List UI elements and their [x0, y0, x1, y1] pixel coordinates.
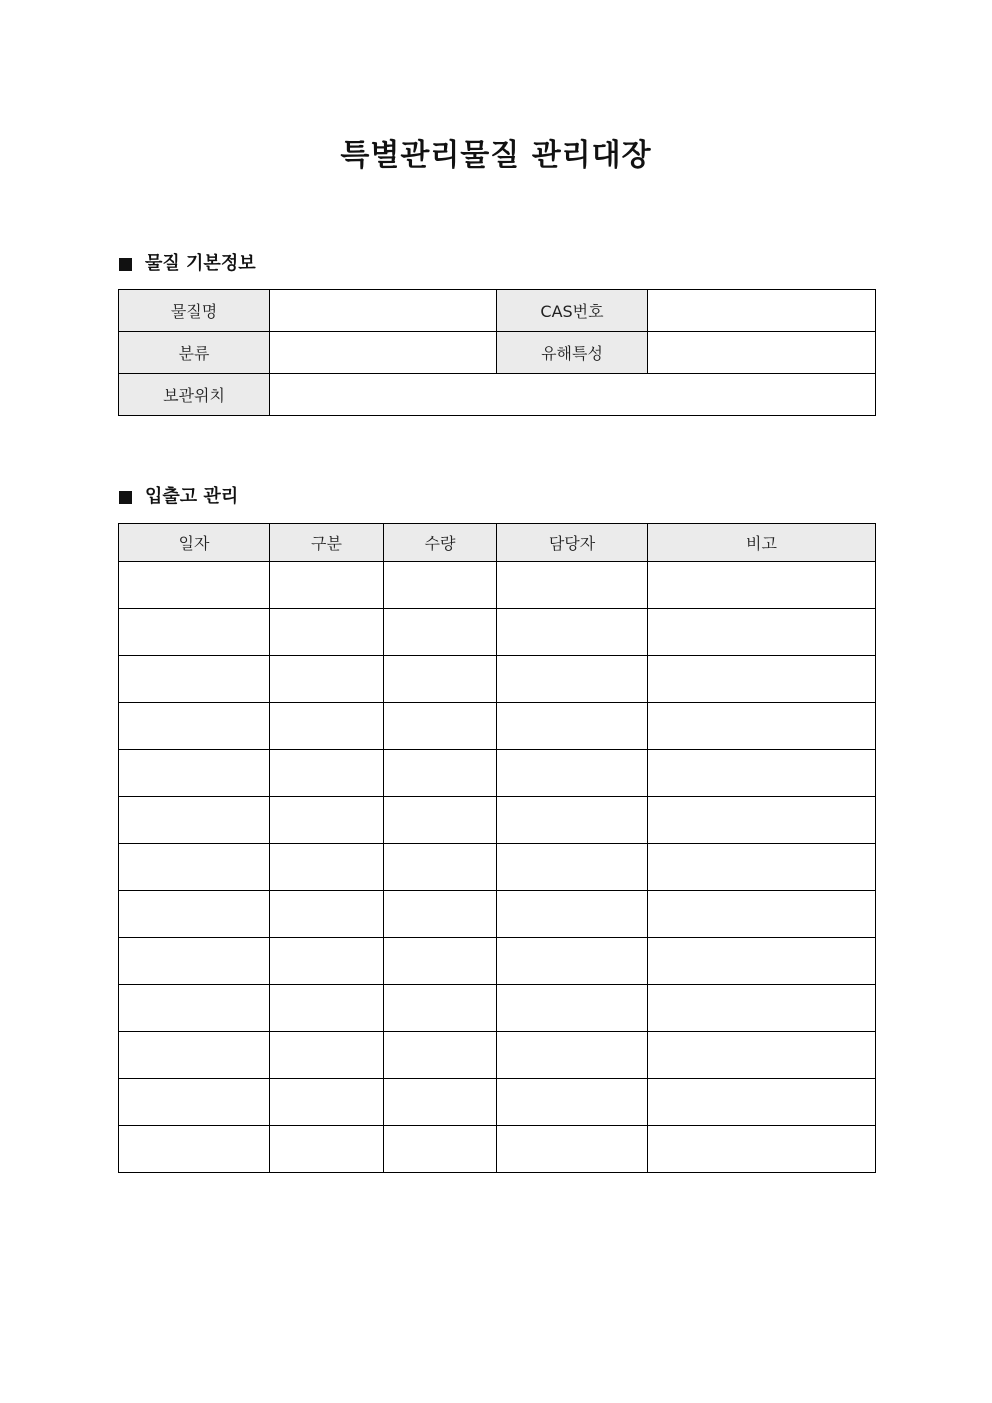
manager-cell[interactable] — [497, 562, 648, 609]
section-heading-inout — [119, 485, 238, 509]
table-row — [119, 938, 876, 985]
type-cell[interactable] — [270, 750, 384, 797]
section-heading-label: 입출고 관리 — [145, 486, 239, 507]
date-cell[interactable] — [119, 797, 270, 844]
quantity-cell[interactable] — [384, 656, 497, 703]
date-cell[interactable] — [119, 656, 270, 703]
label-classification: 분류 — [119, 332, 270, 374]
section-heading-basic-info — [119, 252, 256, 276]
quantity-cell[interactable] — [384, 938, 497, 985]
remarks-cell[interactable] — [648, 562, 876, 609]
type-cell[interactable] — [270, 891, 384, 938]
date-cell[interactable] — [119, 844, 270, 891]
manager-cell[interactable] — [497, 938, 648, 985]
type-cell[interactable] — [270, 1126, 384, 1173]
remarks-cell[interactable] — [648, 985, 876, 1032]
type-cell[interactable] — [270, 938, 384, 985]
inout-table-body — [119, 562, 876, 1173]
type-cell[interactable] — [270, 703, 384, 750]
quantity-cell[interactable] — [384, 1126, 497, 1173]
quantity-cell[interactable] — [384, 750, 497, 797]
date-cell[interactable] — [119, 562, 270, 609]
inout-table — [118, 523, 876, 1173]
table-row — [119, 332, 876, 374]
manager-cell[interactable] — [497, 1032, 648, 1079]
table-row — [119, 750, 876, 797]
table-row — [119, 374, 876, 416]
table-row — [119, 656, 876, 703]
type-cell[interactable] — [270, 985, 384, 1032]
date-cell[interactable] — [119, 1032, 270, 1079]
table-row — [119, 797, 876, 844]
remarks-cell[interactable] — [648, 1032, 876, 1079]
type-cell[interactable] — [270, 844, 384, 891]
manager-cell[interactable] — [497, 1126, 648, 1173]
manager-cell[interactable] — [497, 750, 648, 797]
manager-cell[interactable] — [497, 985, 648, 1032]
manager-cell[interactable] — [497, 797, 648, 844]
basic-info-table — [118, 289, 876, 416]
type-cell[interactable] — [270, 609, 384, 656]
remarks-cell[interactable] — [648, 938, 876, 985]
column-header-manager: 담당자 — [497, 524, 648, 562]
date-cell[interactable] — [119, 1079, 270, 1126]
date-cell[interactable] — [119, 938, 270, 985]
column-header-type: 구분 — [270, 524, 384, 562]
manager-cell[interactable] — [497, 656, 648, 703]
quantity-cell[interactable] — [384, 609, 497, 656]
quantity-cell[interactable] — [384, 891, 497, 938]
remarks-cell[interactable] — [648, 1126, 876, 1173]
square-bullet-icon — [119, 491, 132, 504]
cas-number-field[interactable] — [648, 290, 876, 332]
quantity-cell[interactable] — [384, 1032, 497, 1079]
remarks-cell[interactable] — [648, 750, 876, 797]
table-row — [119, 290, 876, 332]
manager-cell[interactable] — [497, 891, 648, 938]
quantity-cell[interactable] — [384, 1079, 497, 1126]
table-row — [119, 1079, 876, 1126]
table-row — [119, 703, 876, 750]
table-header-row — [119, 524, 876, 562]
quantity-cell[interactable] — [384, 562, 497, 609]
date-cell[interactable] — [119, 891, 270, 938]
date-cell[interactable] — [119, 703, 270, 750]
manager-cell[interactable] — [497, 844, 648, 891]
date-cell[interactable] — [119, 985, 270, 1032]
manager-cell[interactable] — [497, 703, 648, 750]
date-cell[interactable] — [119, 750, 270, 797]
section-heading-label: 물질 기본정보 — [145, 253, 256, 274]
quantity-cell[interactable] — [384, 703, 497, 750]
table-row — [119, 609, 876, 656]
table-row — [119, 562, 876, 609]
substance-name-field[interactable] — [270, 290, 497, 332]
hazard-property-field[interactable] — [648, 332, 876, 374]
remarks-cell[interactable] — [648, 797, 876, 844]
square-bullet-icon — [119, 258, 132, 271]
type-cell[interactable] — [270, 1079, 384, 1126]
label-substance-name: 물질명 — [119, 290, 270, 332]
remarks-cell[interactable] — [648, 891, 876, 938]
column-header-date: 일자 — [119, 524, 270, 562]
label-storage-location: 보관위치 — [119, 374, 270, 416]
remarks-cell[interactable] — [648, 1079, 876, 1126]
remarks-cell[interactable] — [648, 703, 876, 750]
table-row — [119, 985, 876, 1032]
table-row — [119, 1126, 876, 1173]
date-cell[interactable] — [119, 1126, 270, 1173]
table-row — [119, 891, 876, 938]
classification-field[interactable] — [270, 332, 497, 374]
date-cell[interactable] — [119, 609, 270, 656]
type-cell[interactable] — [270, 562, 384, 609]
type-cell[interactable] — [270, 1032, 384, 1079]
label-cas-number: CAS번호 — [497, 290, 648, 332]
table-row — [119, 844, 876, 891]
type-cell[interactable] — [270, 797, 384, 844]
table-row — [119, 1032, 876, 1079]
quantity-cell[interactable] — [384, 985, 497, 1032]
manager-cell[interactable] — [497, 1079, 648, 1126]
remarks-cell[interactable] — [648, 844, 876, 891]
quantity-cell[interactable] — [384, 844, 497, 891]
manager-cell[interactable] — [497, 609, 648, 656]
page-title: 특별관리물질 관리대장 — [340, 138, 652, 173]
column-header-remarks: 비고 — [648, 524, 876, 562]
remarks-cell[interactable] — [648, 656, 876, 703]
remarks-cell[interactable] — [648, 609, 876, 656]
storage-location-field[interactable] — [270, 374, 876, 416]
column-header-quantity: 수량 — [384, 524, 497, 562]
label-hazard-property: 유해특성 — [497, 332, 648, 374]
type-cell[interactable] — [270, 656, 384, 703]
quantity-cell[interactable] — [384, 797, 497, 844]
